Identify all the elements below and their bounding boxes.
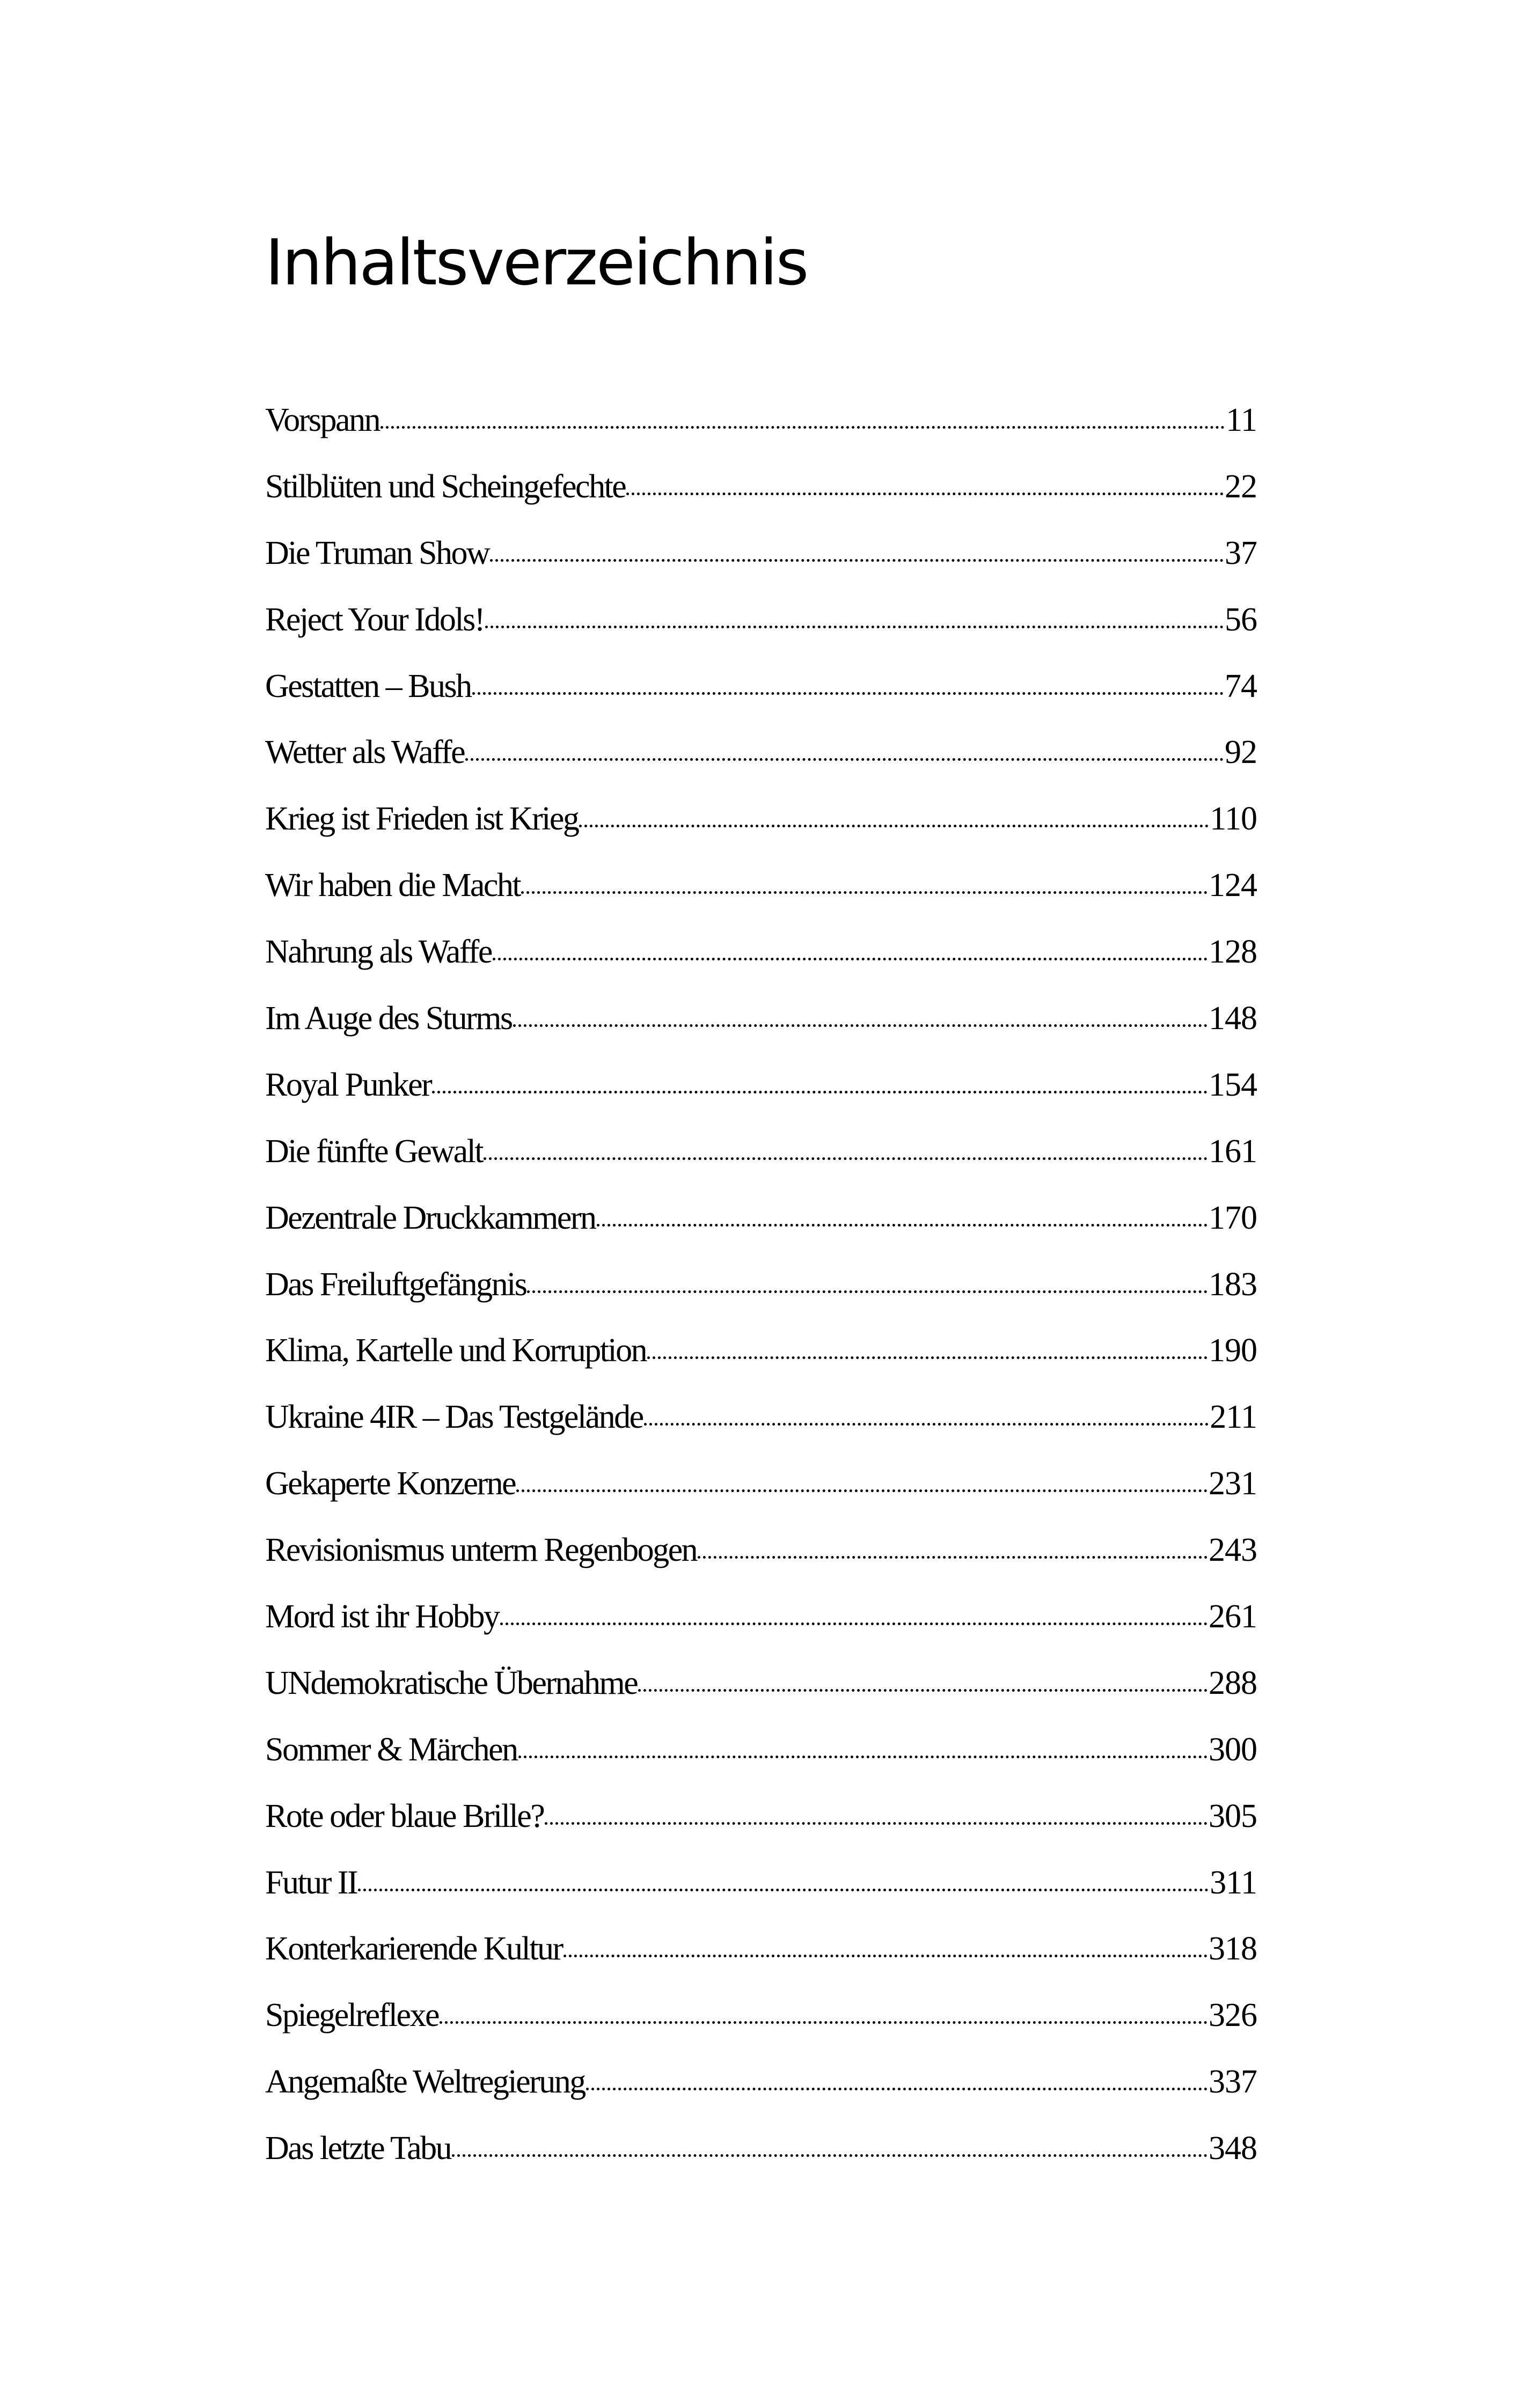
dot-leader <box>521 891 1208 894</box>
toc-entry-page-number: 92 <box>1225 734 1257 771</box>
toc-entry-page-number: 22 <box>1225 468 1257 505</box>
toc-entry[interactable] <box>265 1133 1257 1199</box>
toc-entry[interactable] <box>265 733 1257 800</box>
toc-entry-title: Im Auge des Sturms <box>265 1000 512 1037</box>
toc-entry-page-number: 161 <box>1209 1133 1257 1170</box>
toc-entry-page-number: 74 <box>1225 667 1257 704</box>
toc-entry-page-number: 300 <box>1209 1731 1257 1768</box>
dot-leader <box>472 692 1224 695</box>
dot-leader <box>638 1689 1208 1692</box>
dot-leader <box>513 1024 1208 1027</box>
dot-leader <box>698 1556 1208 1559</box>
toc-entry[interactable] <box>265 1731 1257 1797</box>
toc-entry[interactable] <box>265 2063 1257 2130</box>
toc-entry[interactable] <box>265 667 1257 734</box>
dot-leader <box>527 1290 1208 1293</box>
toc-entry-page-number: 243 <box>1209 1532 1257 1569</box>
toc-entry-page-number: 124 <box>1209 867 1257 904</box>
toc-entry-page-number: 261 <box>1209 1598 1257 1635</box>
toc-entry-title: Revisionismus unterm Regenbogen <box>265 1532 697 1569</box>
toc-entry-title: Stilblüten und Scheingefechte <box>265 468 626 505</box>
toc-entry-page-number: 311 <box>1210 1864 1257 1901</box>
dot-leader <box>597 1224 1208 1227</box>
toc-entry[interactable] <box>265 1332 1257 1398</box>
toc-entry-title: Wetter als Waffe <box>265 734 465 771</box>
toc-entry-title: Futur II <box>265 1864 357 1901</box>
toc-entry-title: Gekaperte Konzerne <box>265 1465 516 1502</box>
toc-entry-page-number: 337 <box>1209 2064 1257 2101</box>
toc-entry[interactable] <box>265 933 1257 1000</box>
toc-entry-page-number: 148 <box>1209 1000 1257 1037</box>
dot-leader <box>647 1356 1208 1359</box>
toc-entry-page-number: 211 <box>1210 1399 1257 1436</box>
toc-entry-page-number: 348 <box>1209 2130 1257 2167</box>
toc-entry-title: Krieg ist Frieden ist Krieg <box>265 801 579 838</box>
toc-entry-page-number: 128 <box>1209 934 1257 971</box>
toc-entry-title: Angemaßte Weltregierung <box>265 2064 585 2101</box>
dot-leader <box>452 2154 1208 2157</box>
toc-entry[interactable] <box>265 1664 1257 1731</box>
toc-entry[interactable] <box>265 1930 1257 1996</box>
toc-entry[interactable] <box>265 601 1257 667</box>
toc-entry-page-number: 288 <box>1209 1664 1257 1701</box>
dot-leader <box>490 559 1224 562</box>
dot-leader <box>493 958 1208 960</box>
toc-entry-title: Spiegelreflexe <box>265 1997 439 2034</box>
dot-leader <box>516 1489 1208 1492</box>
toc-entry-page-number: 56 <box>1225 601 1257 638</box>
toc-entry[interactable] <box>265 1000 1257 1066</box>
toc-entry-title: Nahrung als Waffe <box>265 934 492 971</box>
dot-leader <box>579 825 1209 827</box>
toc-entry-page-number: 170 <box>1209 1199 1257 1236</box>
toc-entry-page-number: 110 <box>1210 801 1257 838</box>
toc-entry[interactable] <box>265 1199 1257 1266</box>
toc-entry-title: Das letzte Tabu <box>265 2130 451 2167</box>
toc-entry-page-number: 190 <box>1209 1332 1257 1369</box>
dot-leader <box>465 758 1224 761</box>
toc-entry-title: Vorspann <box>265 402 380 438</box>
dot-leader <box>500 1623 1208 1625</box>
page-title: Inhaltsverzeichnis <box>265 225 808 299</box>
toc-entry-title: Royal Punker <box>265 1066 431 1103</box>
toc-entry-title: Klima, Kartelle und Korruption <box>265 1332 647 1369</box>
dot-leader <box>545 1822 1208 1825</box>
toc-entry[interactable] <box>265 401 1257 468</box>
toc-entry[interactable] <box>265 867 1257 933</box>
toc-entry-title: Reject Your Idols! <box>265 601 484 638</box>
toc-entry-page-number: 326 <box>1209 1997 1257 2034</box>
toc-entry-title: Die fünfte Gewalt <box>265 1133 483 1170</box>
toc-entry[interactable] <box>265 1066 1257 1133</box>
toc-entry[interactable] <box>265 1864 1257 1930</box>
toc-entry-title: Ukraine 4IR – Das Testgelände <box>265 1399 643 1436</box>
toc-entry[interactable] <box>265 1398 1257 1465</box>
toc-entry-page-number: 231 <box>1209 1465 1257 1502</box>
toc-entry[interactable] <box>265 2130 1257 2196</box>
toc-entry[interactable] <box>265 1996 1257 2063</box>
toc-entry-page-number: 183 <box>1209 1266 1257 1303</box>
toc-entry-page-number: 154 <box>1209 1066 1257 1103</box>
toc-entry-title: Das Freiluftgefängnis <box>265 1266 526 1303</box>
toc-entry[interactable] <box>265 1598 1257 1664</box>
dot-leader <box>440 2021 1208 2024</box>
dot-leader <box>518 1756 1208 1758</box>
toc-entry-title: Die Truman Show <box>265 534 489 571</box>
toc-entry-page-number: 11 <box>1226 402 1257 438</box>
toc-entry-page-number: 318 <box>1209 1930 1257 1967</box>
toc-entry-title: Wir haben die Macht <box>265 867 521 904</box>
toc-entry[interactable] <box>265 800 1257 867</box>
toc-entry[interactable] <box>265 534 1257 601</box>
dot-leader <box>586 2088 1208 2090</box>
toc-entry[interactable] <box>265 468 1257 534</box>
dot-leader <box>484 1157 1208 1160</box>
dot-leader <box>381 426 1225 429</box>
toc-entry-title: Mord ist ihr Hobby <box>265 1598 499 1635</box>
toc-entry-title: UNdemokratische Übernahme <box>265 1664 638 1701</box>
dot-leader <box>358 1889 1209 1891</box>
dot-leader <box>485 626 1224 628</box>
dot-leader <box>432 1091 1208 1093</box>
dot-leader <box>644 1423 1209 1426</box>
toc-entry-title: Rote oder blaue Brille? <box>265 1797 544 1834</box>
toc-entry-title: Gestatten – Bush <box>265 667 471 704</box>
toc-entry[interactable] <box>265 1266 1257 1332</box>
dot-leader <box>626 493 1224 495</box>
dot-leader <box>564 1955 1208 1957</box>
toc-entry-title: Sommer & Märchen <box>265 1731 517 1768</box>
table-of-contents <box>265 401 1257 2196</box>
toc-entry-page-number: 305 <box>1209 1797 1257 1834</box>
toc-entry-page-number: 37 <box>1225 534 1257 571</box>
toc-entry[interactable] <box>265 1797 1257 1864</box>
toc-entry-title: Dezentrale Druckkammern <box>265 1199 596 1236</box>
toc-entry[interactable] <box>265 1531 1257 1598</box>
toc-entry-title: Konterkarierende Kultur <box>265 1930 562 1967</box>
toc-entry[interactable] <box>265 1465 1257 1531</box>
